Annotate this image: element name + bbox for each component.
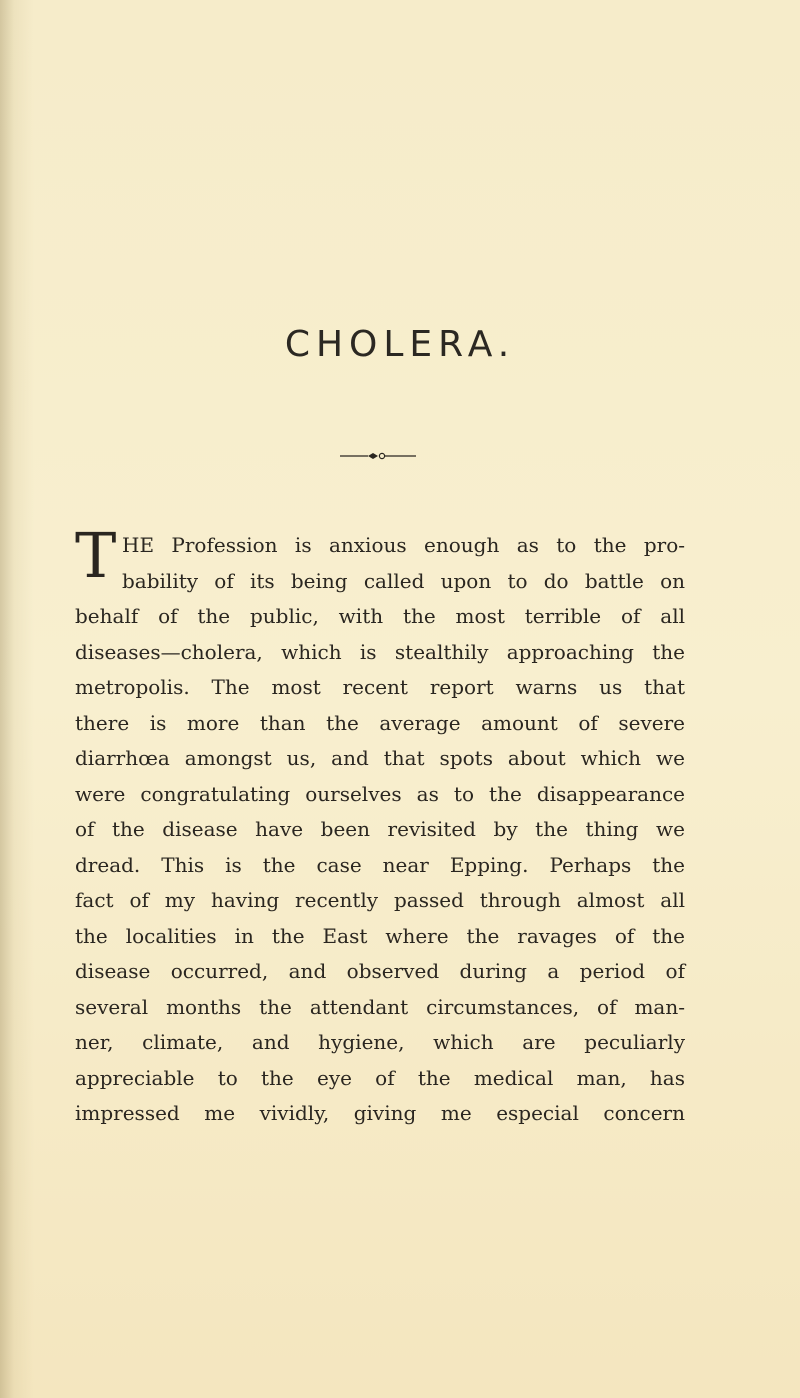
text-line: the localities in the East where the ravages of the <box>75 923 685 948</box>
drop-cap: T <box>75 519 117 592</box>
text-line: ner, climate, and hygiene, which are peculiarly <box>75 1030 685 1054</box>
text-line: appreciable to the eye of the medical man, has <box>75 1065 685 1090</box>
text-line: behalf of the public, with the most terrible of all <box>75 604 685 628</box>
text-line: of the disease have been revisited by the thing we <box>75 817 685 841</box>
text-line: metropolis. The most recent report warns us that <box>75 675 685 699</box>
text-line: several months the attendant circumstances, of man- <box>75 994 685 1019</box>
text-line: bability of its being called upon to do battle on <box>122 568 685 593</box>
text-line: HE Profession is anxious enough as to the pro- <box>122 533 685 557</box>
text-line: diseases—cholera, which is stealthily approaching the <box>75 639 685 664</box>
body-paragraph <box>75 528 685 1132</box>
text-line: there is more than the average amount of severe <box>75 710 685 735</box>
text-line: fact of my having recently passed through almost all <box>75 888 685 912</box>
chapter-title: CHOLERA. <box>284 324 516 365</box>
text-line: diarrhœa amongst us, and that spots about which we <box>75 746 685 770</box>
text-line: dread. This is the case near Epping. Perhaps the <box>75 852 685 877</box>
text-line: disease occurred, and observed during a period of <box>75 959 685 983</box>
ornament-divider <box>340 451 416 461</box>
text-line: were congratulating ourselves as to the disappearance <box>75 781 685 806</box>
text-line: impressed me vividly, giving me especial concern <box>75 1101 685 1125</box>
